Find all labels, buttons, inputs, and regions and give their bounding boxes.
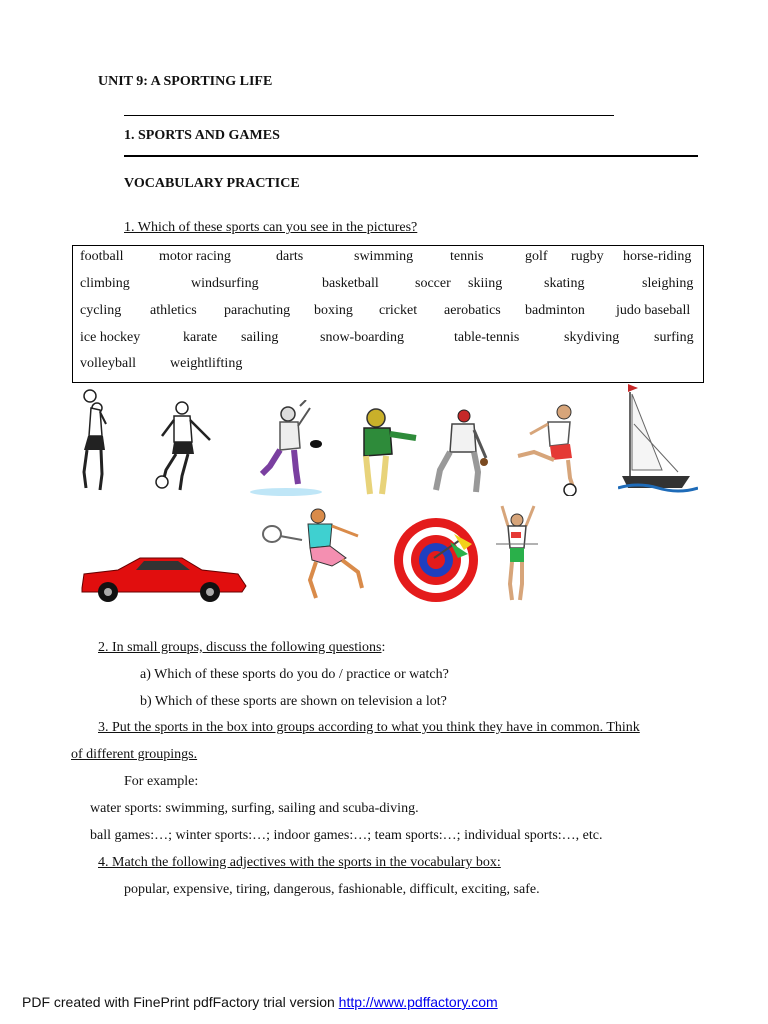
vocab-word: horse-riding — [623, 249, 692, 264]
american-football-player-icon — [354, 406, 424, 496]
vocab-word: surfing — [654, 330, 694, 345]
vocab-word: tennis — [450, 249, 484, 264]
vocab-word: windsurfing — [191, 276, 259, 291]
other-groupings-example: ball games:…; winter sports:…; indoor games:…; team sports:…; individual sports:…, etc. — [90, 828, 603, 843]
footer-text: PDF created with FinePrint pdfFactory trial version — [22, 994, 339, 1010]
vocab-word: ice hockey — [80, 330, 141, 345]
question-2-colon: : — [381, 640, 386, 655]
vocab-word: soccer — [415, 276, 451, 291]
tennis-player-icon — [262, 508, 370, 604]
vocab-word: motor racing — [159, 249, 231, 264]
ice-hockey-player-icon — [250, 400, 322, 498]
question-1: 1. Which of these sports can you see in the pictures? — [124, 220, 418, 235]
athlete-runner-icon — [494, 504, 540, 604]
example-label: For example: — [124, 774, 199, 789]
footballer-kicking-icon — [512, 402, 592, 496]
vocab-word: cricket — [379, 303, 418, 318]
section-title: 1. SPORTS AND GAMES — [124, 128, 280, 143]
vocab-word: basketball — [322, 276, 379, 291]
pdffactory-link[interactable]: http://www.pdffactory.com — [338, 994, 498, 1010]
darts-target-icon — [394, 514, 478, 604]
sailboat-icon — [618, 384, 698, 496]
vocab-word: golf — [525, 249, 548, 264]
racing-car-icon — [78, 552, 248, 604]
vocab-word: judo baseball — [616, 303, 691, 318]
vocab-word: football — [80, 249, 124, 264]
question-3-line2: of different groupings. — [71, 747, 198, 762]
vocab-word: skydiving — [564, 330, 620, 345]
divider-line — [124, 115, 614, 116]
question-4: 4. Match the following adjectives with the sports in the vocabulary box: — [98, 855, 501, 870]
question-2 — [98, 640, 385, 656]
vocab-word: badminton — [525, 303, 585, 318]
baseball-player-icon — [430, 408, 490, 496]
water-sports-example: water sports: swimming, surfing, sailing and scuba-diving. — [90, 801, 419, 816]
section-rule — [124, 155, 698, 157]
question-2b: b) Which of these sports are shown on television a lot? — [140, 694, 447, 709]
vocab-word: boxing — [314, 303, 353, 318]
vocab-word: weightlifting — [170, 356, 243, 371]
vocab-word: darts — [276, 249, 304, 264]
vocab-word: karate — [183, 330, 218, 345]
adjectives-list: popular, expensive, tiring, dangerous, fashionable, difficult, exciting, safe. — [124, 882, 540, 897]
question-2-prompt: 2. In small groups, discuss the following questions — [98, 640, 382, 655]
vocab-word: athletics — [150, 303, 197, 318]
soccer-player-icon — [152, 400, 216, 496]
question-2a: a) Which of these sports do you do / practice or watch? — [140, 667, 449, 682]
vocab-word: snow-boarding — [320, 330, 404, 345]
vocab-word: skating — [544, 276, 585, 291]
question-3-line1: 3. Put the sports in the box into groups according to what you think they have in common. Think — [98, 720, 640, 735]
subsection-title: VOCABULARY PRACTICE — [124, 176, 300, 191]
vocab-word: skiing — [468, 276, 503, 291]
vocab-word: climbing — [80, 276, 130, 291]
vocab-word: table-tennis — [454, 330, 520, 345]
vocab-word: sleighing — [642, 276, 694, 291]
vocabulary-box — [72, 245, 704, 383]
unit-title: UNIT 9: A SPORTING LIFE — [98, 74, 273, 89]
vocab-word: cycling — [80, 303, 122, 318]
pdf-footer — [22, 994, 498, 1010]
vocab-word: aerobatics — [444, 303, 501, 318]
vocab-word: rugby — [571, 249, 604, 264]
vocab-word: sailing — [241, 330, 279, 345]
basketball-player-icon — [76, 388, 116, 498]
vocab-word: volleyball — [80, 356, 136, 371]
vocab-word: swimming — [354, 249, 414, 264]
vocab-word: parachuting — [224, 303, 291, 318]
